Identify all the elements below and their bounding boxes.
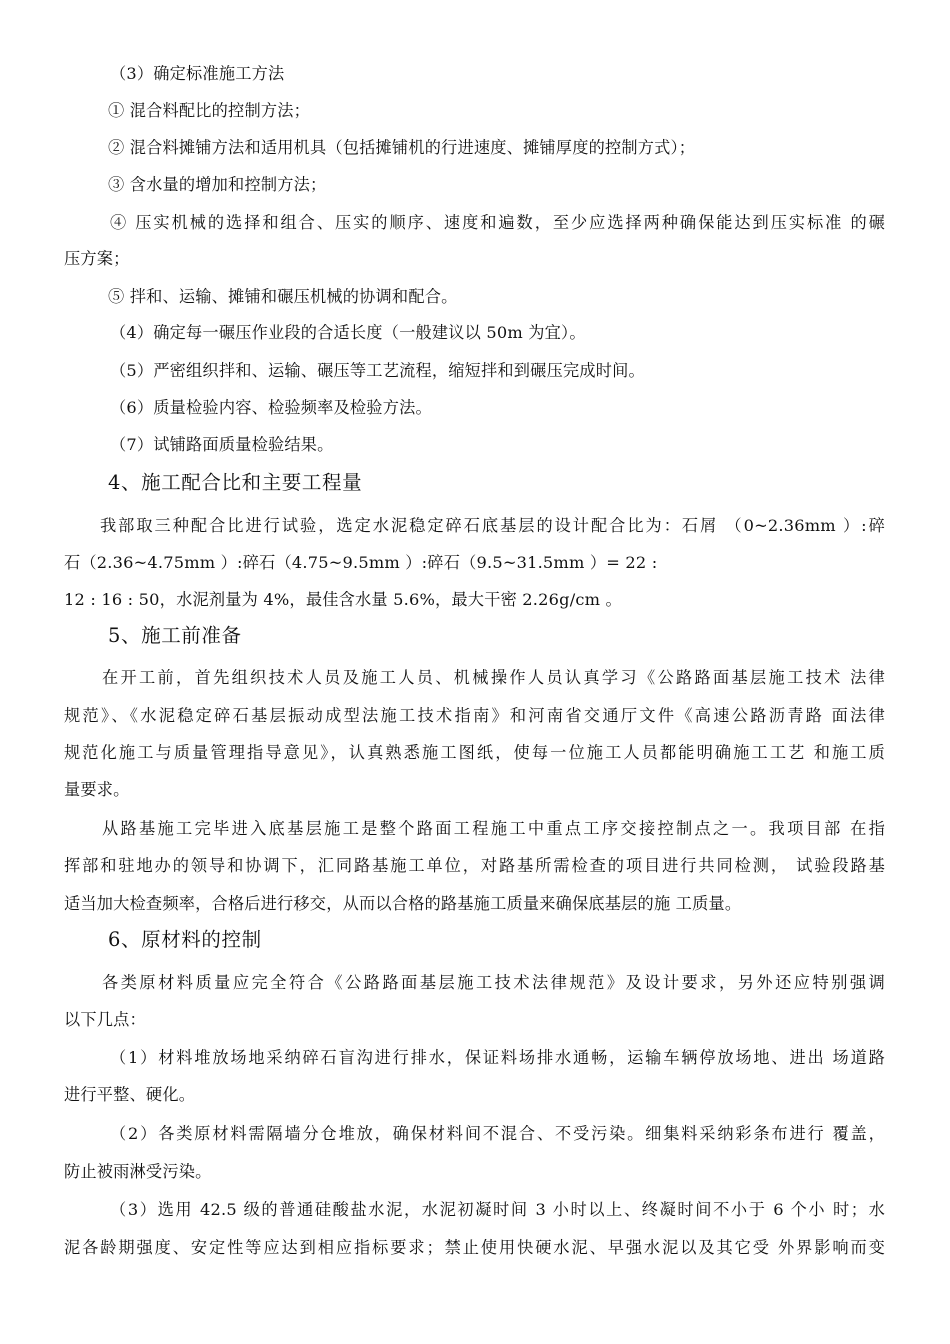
heading-6: 6、原材料的控制: [108, 928, 262, 951]
heading-5-paragraph-2-line-1: 从路基施工完毕进入底基层施工是整个路面工程施工中重点工序交接控制点之一。我项目部 在指: [102, 819, 885, 838]
heading-6-paragraph-2-line-2: 进行平整、硬化。: [64, 1085, 196, 1104]
heading-5-paragraph-1-line-1: 在开工前，首先组织技术人员及施工人员、机械操作人员认真学习《公路路面基层施工技术 法律: [102, 668, 885, 687]
heading-6-paragraph-4-line-2: 泥各龄期强度、安定性等应达到相应指标要求；禁止使用快硬水泥、早强水泥以及其它受 外界影响而变: [64, 1238, 885, 1257]
section-3-title: （3）确定标准施工方法: [110, 64, 285, 83]
heading-6-paragraph-1-line-2: 以下几点：: [64, 1010, 146, 1029]
section-3-item-4-line-2: 压方案；: [64, 249, 130, 268]
section-3-item-5: ⑤ 拌和、运输、摊铺和碾压机械的协调和配合。: [108, 287, 458, 306]
heading-5-paragraph-1-line-4: 量要求。: [64, 780, 130, 799]
section-4-item: （4）确定每一碾压作业段的合适长度（一般建议以 50m 为宜）。: [110, 323, 586, 342]
heading-5: 5、施工前准备: [108, 624, 242, 647]
heading-6-paragraph-2-line-1: （1）材料堆放场地采纳碎石盲沟进行排水，保证料场排水通畅，运输车辆停放场地、进出 场道路: [110, 1048, 885, 1067]
section-3-item-3: ③ 含水量的增加和控制方法；: [108, 175, 327, 194]
section-3-item-1: ① 混合料配比的控制方法；: [108, 101, 310, 120]
section-6-item: （6）质量检验内容、检验频率及检验方法。: [110, 398, 432, 417]
heading-5-paragraph-2-line-2: 挥部和驻地办的领导和协调下，汇同路基施工单位，对路基所需检查的项目进行共同检测， 试验段路基: [64, 856, 885, 875]
heading-5-paragraph-1-line-2: 规范》、《水泥稳定碎石基层振动成型法施工技术指南》和河南省交通厅文件《高速公路沥青路 面法律: [64, 706, 885, 725]
heading-6-paragraph-3-line-2: 防止被雨淋受污染。: [64, 1162, 212, 1181]
heading-5-paragraph-1-line-3: 规范化施工与质量管理指导意见》，认真熟悉施工图纸，使每一位施工人员都能明确施工工艺 和施工质: [64, 743, 885, 762]
section-5-item: （5）严密组织拌和、运输、碾压等工艺流程，缩短拌和到碾压完成时间。: [110, 361, 645, 380]
heading-6-paragraph-3-line-1: （2）各类原材料需隔墙分仓堆放，确保材料间不混合、不受污染。细集料采纳彩条布进行 覆盖，: [110, 1124, 885, 1143]
heading-4-paragraph-line-3: 12 : 16 : 50，水泥剂量为 4%，最佳含水量 5.6%，最大干密 2.26g/cm 。: [64, 590, 622, 609]
heading-4-paragraph-line-2: 石（2.36~4.75mm ）:碎石（4.75~9.5mm ）:碎石（9.5~31.5mm ）= 22 :: [64, 553, 658, 572]
section-3-item-4-line-1: ④ 压实机械的选择和组合、压实的顺序、速度和遍数，至少应选择两种确保能达到压实标准 的碾: [110, 213, 885, 232]
heading-6-paragraph-1-line-1: 各类原材料质量应完全符合《公路路面基层施工技术法律规范》及设计要求，另外还应特别强调: [102, 973, 885, 992]
section-7-item: （7）试铺路面质量检验结果。: [110, 435, 334, 454]
section-3-item-2: ② 混合料摊铺方法和适用机具（包括摊铺机的行进速度、摊铺厚度的控制方式）；: [108, 138, 696, 157]
heading-4: 4、施工配合比和主要工程量: [108, 471, 363, 494]
heading-5-paragraph-2-line-3: 适当加大检查频率，合格后进行移交，从而以合格的路基施工质量来确保底基层的施 工质量。: [64, 894, 742, 913]
heading-4-paragraph-line-1: 我部取三种配合比进行试验，选定水泥稳定碎石底基层的设计配合比为：石屑 （0~2.36mm ）:碎: [100, 516, 885, 535]
heading-6-paragraph-4-line-1: （3）选用 42.5 级的普通硅酸盐水泥，水泥初凝时间 3 小时以上、终凝时间不小于 6 个小 时；水: [110, 1200, 885, 1219]
